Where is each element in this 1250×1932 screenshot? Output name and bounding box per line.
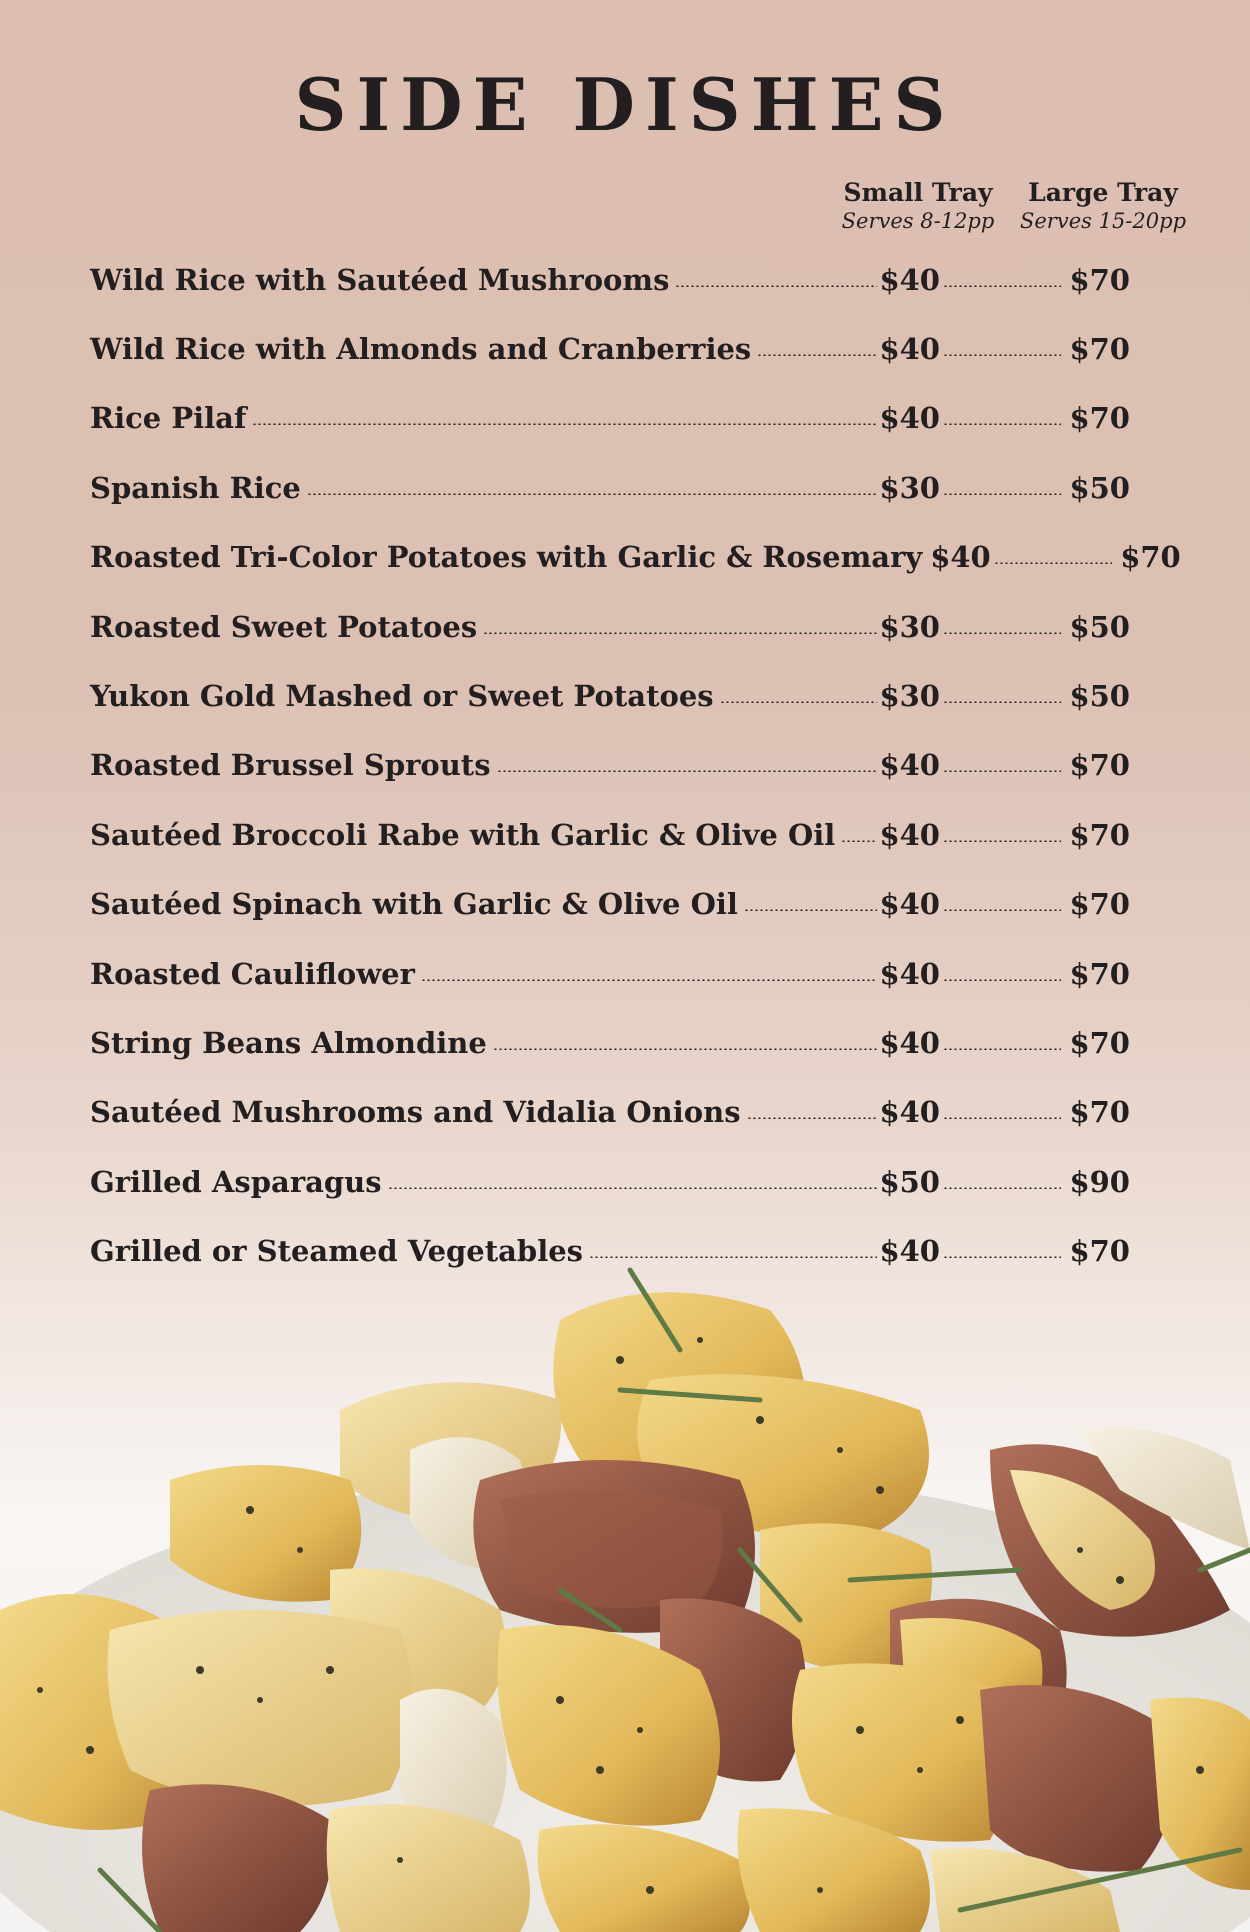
dot-leader <box>493 1048 878 1050</box>
menu-item <box>90 1147 1130 1216</box>
menu-item-name: Rice Pilaf <box>90 401 247 436</box>
small-tray-label: Small Tray <box>843 178 993 207</box>
small-tray-price: $40 <box>879 1025 940 1060</box>
dot-leader <box>943 979 1061 981</box>
small-tray-price: $40 <box>879 1234 940 1269</box>
large-tray-price: $70 <box>1069 1095 1130 1130</box>
small-tray-price: $30 <box>879 609 940 644</box>
dot-leader <box>388 1187 878 1189</box>
dot-leader <box>943 909 1061 911</box>
small-tray-price: $40 <box>879 1095 940 1130</box>
menu-item-name: Roasted Brussel Sprouts <box>90 748 491 783</box>
dot-leader <box>747 1117 878 1119</box>
menu-item-name: Sautéed Mushrooms and Vidalia Onions <box>90 1095 741 1130</box>
menu-item-name: Grilled Asparagus <box>90 1164 382 1199</box>
menu-item-name: Roasted Sweet Potatoes <box>90 609 478 644</box>
dot-leader <box>943 285 1061 287</box>
small-tray-price: $40 <box>879 401 940 436</box>
large-tray-price: $50 <box>1069 679 1130 714</box>
menu-item-name: Sautéed Broccoli Rabe with Garlic & Olive Oil <box>90 817 836 852</box>
small-tray-price: $40 <box>930 540 991 575</box>
dot-leader <box>943 840 1061 842</box>
menu-item-name: Sautéed Spinach with Garlic & Olive Oil <box>90 887 738 922</box>
dot-leader <box>943 493 1061 495</box>
small-tray-price: $50 <box>879 1164 940 1199</box>
menu-item-name: Grilled or Steamed Vegetables <box>90 1234 583 1269</box>
menu-item <box>90 592 1130 661</box>
dot-leader <box>421 979 878 981</box>
large-tray-price: $70 <box>1069 1025 1130 1060</box>
dot-leader <box>943 1117 1061 1119</box>
dot-leader <box>943 354 1061 356</box>
dot-leader <box>994 562 1112 564</box>
dot-leader <box>675 285 877 287</box>
dot-leader <box>943 701 1061 703</box>
menu-item <box>90 661 1130 730</box>
menu-item <box>90 1008 1130 1077</box>
menu-item <box>90 731 1130 800</box>
menu-item-name: Wild Rice with Almonds and Cranberries <box>90 332 752 367</box>
menu-item <box>90 384 1130 453</box>
menu-item <box>90 1078 1130 1147</box>
dot-leader <box>943 423 1061 425</box>
large-tray-price: $50 <box>1069 470 1130 505</box>
dot-leader <box>757 354 877 356</box>
dot-leader <box>943 632 1061 634</box>
menu-item-list <box>90 245 1181 1286</box>
large-tray-price: $70 <box>1069 956 1130 991</box>
dot-leader <box>720 701 878 703</box>
large-tray-price: $90 <box>1069 1164 1130 1199</box>
menu-item <box>90 800 1130 869</box>
large-tray-price: $70 <box>1069 401 1130 436</box>
roasted-potatoes-photo <box>0 1250 1250 1932</box>
dot-leader <box>497 770 878 772</box>
dot-leader <box>744 909 878 911</box>
menu-item-name: Yukon Gold Mashed or Sweet Potatoes <box>90 679 714 714</box>
large-tray-price: $50 <box>1069 609 1130 644</box>
dot-leader <box>841 840 877 842</box>
menu-item-name: Roasted Cauliflower <box>90 956 415 991</box>
dot-leader <box>943 770 1061 772</box>
small-tray-price: $30 <box>879 679 940 714</box>
menu-item <box>90 245 1130 314</box>
large-tray-price: $70 <box>1069 817 1130 852</box>
menu-item-name: String Beans Almondine <box>90 1025 487 1060</box>
small-tray-price: $40 <box>879 332 940 367</box>
small-tray-header <box>823 178 1013 234</box>
menu-item <box>90 523 1181 592</box>
dot-leader <box>943 1048 1061 1050</box>
small-tray-price: $40 <box>879 887 940 922</box>
dot-leader <box>483 632 877 634</box>
menu-item-name: Roasted Tri-Color Potatoes with Garlic & Rosemary <box>90 540 923 575</box>
menu-item <box>90 870 1130 939</box>
menu-item <box>90 314 1130 383</box>
menu-item <box>90 939 1130 1008</box>
page-title: SIDE DISHES <box>294 62 956 147</box>
large-tray-price: $70 <box>1069 332 1130 367</box>
large-tray-price: $70 <box>1120 540 1181 575</box>
dot-leader <box>943 1187 1061 1189</box>
small-tray-serves: Serves 8-12pp <box>841 209 995 233</box>
large-tray-serves: Serves 15-20pp <box>1019 209 1187 233</box>
large-tray-header <box>1008 178 1198 234</box>
dot-leader <box>252 423 877 425</box>
small-tray-price: $40 <box>879 262 940 297</box>
dot-leader <box>307 493 878 495</box>
small-tray-price: $40 <box>879 748 940 783</box>
large-tray-price: $70 <box>1069 1234 1130 1269</box>
menu-item <box>90 453 1130 522</box>
small-tray-price: $30 <box>879 470 940 505</box>
large-tray-price: $70 <box>1069 887 1130 922</box>
large-tray-label: Large Tray <box>1028 178 1178 207</box>
menu-item-name: Wild Rice with Sautéed Mushrooms <box>90 262 670 297</box>
large-tray-price: $70 <box>1069 262 1130 297</box>
small-tray-price: $40 <box>879 956 940 991</box>
small-tray-price: $40 <box>879 817 940 852</box>
menu-item-name: Spanish Rice <box>90 470 301 505</box>
large-tray-price: $70 <box>1069 748 1130 783</box>
